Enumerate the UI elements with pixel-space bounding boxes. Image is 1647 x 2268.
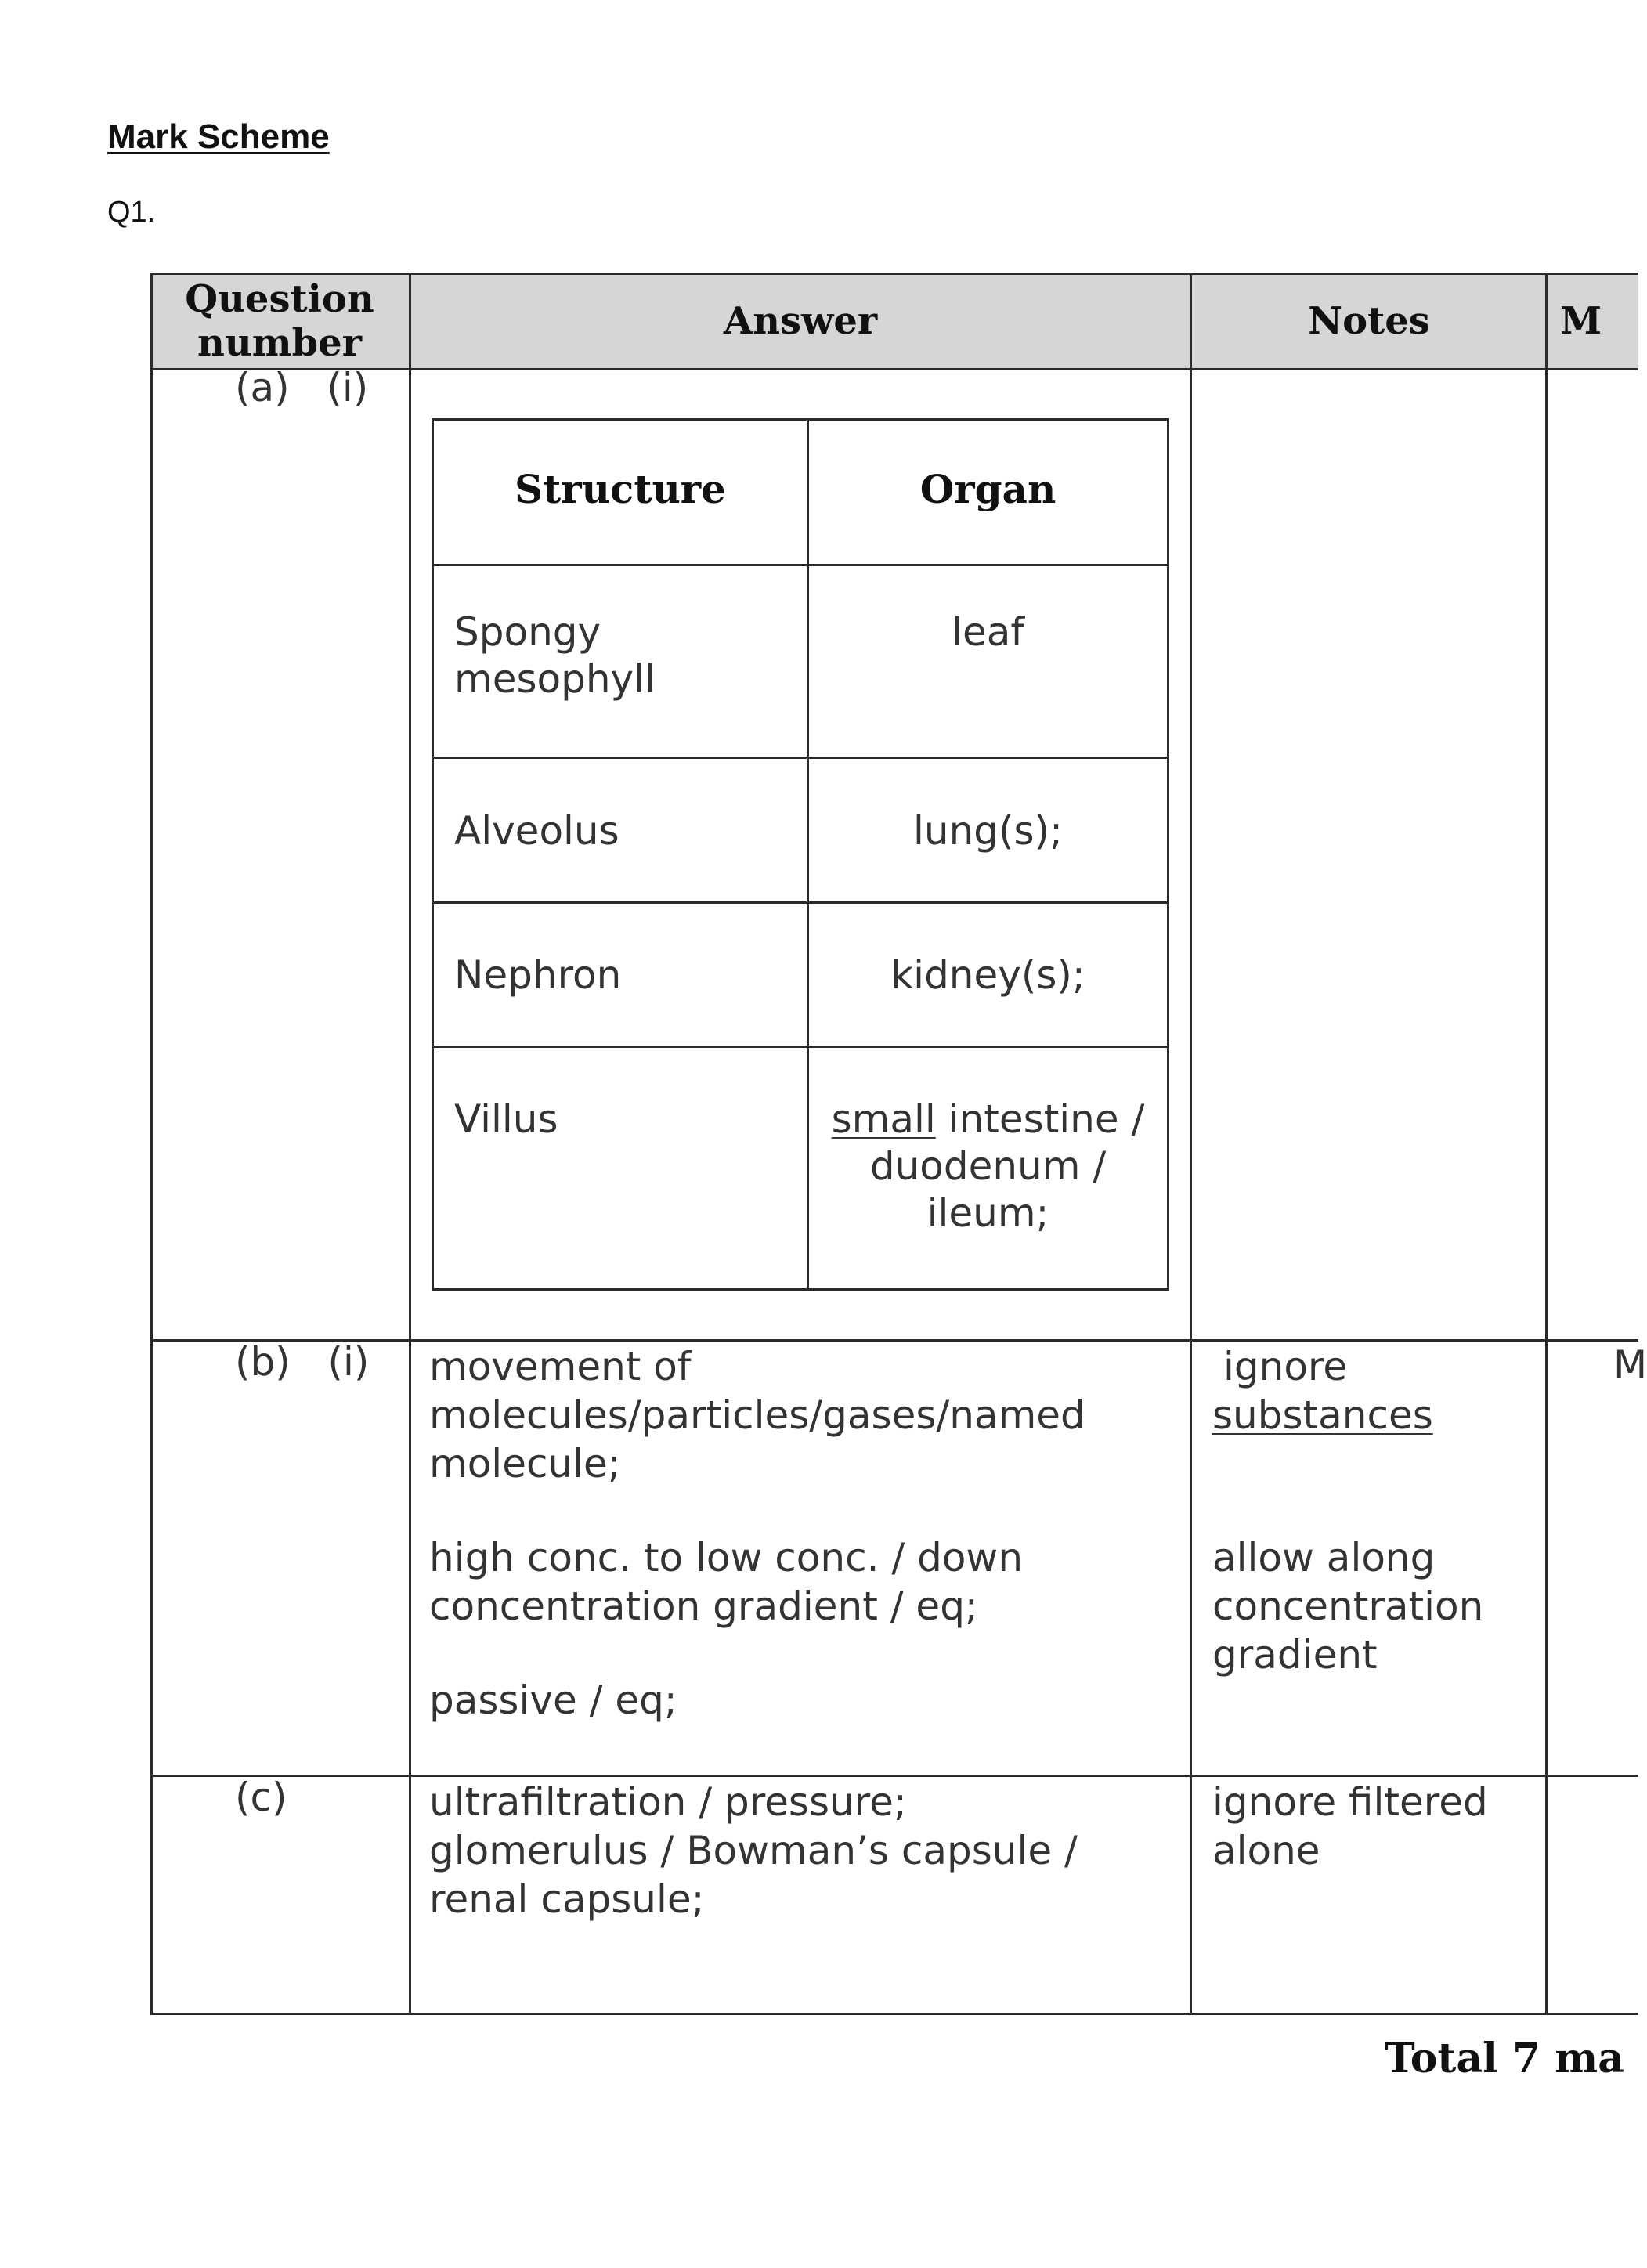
header-notes: Notes — [1308, 299, 1430, 343]
note-allow-gradient: allow along concentration gradient — [1212, 1535, 1484, 1678]
row-a-bottom-border — [150, 1339, 1638, 1342]
answer-b-i — [429, 1342, 1165, 1724]
column-divider-3 — [1545, 273, 1548, 2015]
header-answer: Answer — [723, 299, 878, 343]
structure-alveolus: Alveolus — [454, 808, 619, 854]
structure-villus: Villus — [454, 1096, 558, 1142]
organ-leaf: leaf — [952, 609, 1024, 655]
question-number-c: (c) — [235, 1775, 287, 1820]
answer-b-i-line-3: passive / eq; — [429, 1678, 677, 1723]
header-question-number: Question number — [185, 277, 374, 365]
column-divider-2 — [1190, 273, 1192, 2015]
structure-spongy-mesophyll: Spongy mesophyll — [454, 609, 656, 702]
organ-intestine-rest: intestine / duodenum / ileum; — [869, 1096, 1145, 1236]
organ-small-underlined: small — [831, 1096, 936, 1142]
note-substances-underlined: substances — [1212, 1392, 1433, 1438]
organ-kidneys: kidney(s); — [890, 952, 1085, 998]
structure-organ-table — [432, 418, 1169, 1291]
note-ignore-prefix: ignore — [1223, 1344, 1348, 1389]
organ-lungs: lung(s); — [913, 808, 1063, 854]
row-b-bottom-border — [150, 1775, 1638, 1777]
table-top-border — [150, 273, 1638, 275]
structure-nephron: Nephron — [454, 952, 622, 998]
answer-c — [429, 1778, 1134, 1923]
structure-table-row3-divider — [434, 1046, 1167, 1048]
answer-b-i-line-2: high conc. to low conc. / down concentration gradient / eq; — [429, 1535, 1024, 1629]
notes-b-i — [1212, 1342, 1533, 1679]
header-structure: Structure — [515, 466, 726, 512]
table-bottom-border — [150, 2013, 1638, 2015]
note-ignore-substances — [1212, 1342, 1533, 1439]
marks-b-i-clipped: M — [1613, 1342, 1647, 1388]
question-number-a-i: (a) (i) — [235, 365, 369, 410]
table-left-border — [150, 273, 153, 2015]
structure-table-header-divider — [434, 564, 1167, 566]
header-bottom-border — [150, 368, 1638, 370]
header-marks: M — [1560, 299, 1602, 343]
header-organ: Organ — [919, 466, 1056, 512]
structure-table-row1-divider — [434, 757, 1167, 759]
column-divider-1 — [409, 273, 411, 2015]
question-label: Q1. — [107, 196, 156, 229]
page-title: Mark Scheme — [107, 117, 330, 156]
answer-c-line-2: glomerulus / Bowman’s capsule / renal capsule; — [429, 1828, 1078, 1922]
structure-table-row2-divider — [434, 901, 1167, 904]
notes-c: ignore filtered alone — [1212, 1779, 1488, 1873]
total-marks: Total 7 ma — [1385, 2035, 1624, 2082]
answer-c-line-1: ultrafiltration / pressure; — [429, 1779, 907, 1825]
question-number-b-i: (b) (i) — [235, 1339, 370, 1385]
organ-small-intestine — [809, 1096, 1167, 1237]
answer-b-i-line-1: movement of molecules/particles/gases/named molecule; — [429, 1344, 1085, 1486]
